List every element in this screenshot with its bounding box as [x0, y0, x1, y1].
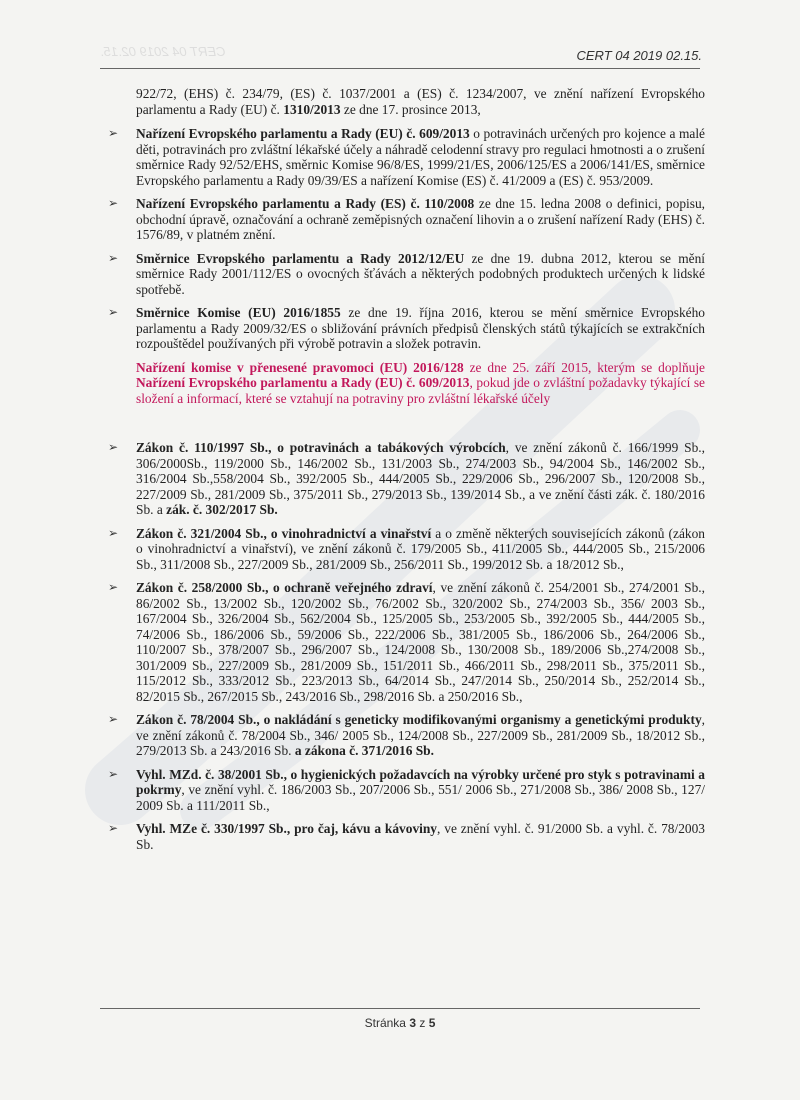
list-item: ➢ Zákon č. 321/2004 Sb., o vinohradnictví a vinařství a o změně některých souvisejících zákonů (zákon o vinohradnictví a vinařství), ve znění zákonů č. 179/2005 Sb., 411/2005 Sb., 444/2005 Sb., 215/2006 Sb., 311/2008 Sb., 227/2009 Sb., 281/2009 Sb., 256/2011 Sb., 199/2012 Sb. a 18/2012 Sb.,: [108, 525, 705, 572]
page-number: Stránka 3 z 5: [364, 1016, 436, 1030]
list-item: ➢ Vyhl. MZe č. 330/1997 Sb., pro čaj, kávu a kávoviny, ve znění vyhl. č. 91/2000 Sb. a vyhl. č. 78/2003 Sb.: [108, 821, 706, 852]
header-code-mirror: CERT 04 2019 02.15.: [100, 44, 226, 59]
continuation-paragraph: 922/72, (EHS) č. 234/79, (ES) č. 1037/2001 a (ES) č. 1234/2007, ve znění nařízení Evropského parlamentu a Rady (EU) č. 1310/2013 ze dne 17. prosince 2013,: [136, 86, 705, 117]
list-item: ➢ Nařízení Evropského parlamentu a Rady (ES) č. 110/2008 ze dne 15. ledna 2008 o definici, popisu, obchodní úpravě, označování a ochraně zeměpisných označení lihovin a o zrušení nařízení Rady (EHS) č. 1576/89, v platném znění.: [108, 196, 705, 242]
arrow-bullet-icon: ➢: [108, 126, 119, 140]
arrow-bullet-icon: ➢: [108, 580, 119, 594]
arrow-bullet-icon: ➢: [108, 712, 119, 726]
document-body: [100, 86, 705, 860]
arrow-bullet-icon: ➢: [108, 440, 119, 454]
arrow-bullet-icon: ➢: [108, 821, 119, 835]
arrow-bullet-icon: ➢: [108, 196, 119, 210]
list-item: ➢ Směrnice Evropského parlamentu a Rady 2012/12/EU ze dne 19. dubna 2012, kterou se mění směrnice Rady 2001/112/ES o ovocných šťávách a některých podobných produktech určených k lidské spotřebě.: [108, 250, 705, 297]
highlighted-list-item: Nařízení komise v přenesené pravomoci (EU) 2016/128 ze dne 25. září 2015, kterým se doplňuje Nařízení Evropského parlamentu a Rady (EU) č. 609/2013, pokud jde o zvláštní požadavky týkající se složení a informací, které se vztahují na potraviny pro zvláštní lékařské účely: [136, 359, 706, 406]
list-item: ➢ Zákon č. 110/1997 Sb., o potravinách a tabákových výrobcích, ve znění zákonů č. 166/1999 Sb., 306/2000Sb., 119/2000 Sb., 146/2002 Sb., 131/2003 Sb., 274/2003 Sb., 94/2004 Sb., 146/2002 Sb., 316/2004 Sb.,558/2004 Sb., 392/2005 Sb., 444/2005 Sb., 229/2006 Sb., 296/2007 Sb., 120/2008 Sb., 227/2009 Sb., 281/2009 Sb., 375/2011 Sb., 279/2013 Sb., 139/2014 Sb., a ve znění části zák. č. 180/2016 Sb. a zák. č. 302/2017 Sb.: [108, 440, 705, 517]
arrow-bullet-icon: ➢: [108, 525, 119, 540]
arrow-bullet-icon: ➢: [108, 766, 119, 781]
list-item: ➢ Vyhl. MZd. č. 38/2001 Sb., o hygienických požadavcích na výrobky určené pro styk s potravinami a pokrmy, ve znění vyhl. č. 186/2003 Sb., 207/2006 Sb., 551/ 2006 Sb., 271/2008 Sb., 386/ 2008 Sb., 127/ 2009 Sb. a 111/2011 Sb.,: [108, 766, 705, 813]
document-code: CERT 04 2019 02.15.: [576, 48, 702, 63]
list-item: ➢ Zákon č. 258/2000 Sb., o ochraně veřejného zdraví, ve znění zákonů č. 254/2001 Sb., 274/2001 Sb., 86/2002 Sb., 13/2002 Sb., 120/2002 Sb., 76/2002 Sb., 320/2002 Sb., 274/2003 Sb., 356/ 2003 Sb., 167/2004 Sb., 326/2004 Sb., 562/2004 Sb., 125/2005 Sb., 253/2005 Sb., 392/2005 Sb., 444/2005 Sb., 74/2006 Sb., 186/2006 Sb., 59/2006 Sb., 222/2006 Sb., 381/2005 Sb., 186/2006 Sb., 264/2006 Sb., 110/2007 Sb., 378/2007 Sb., 296/2007 Sb., 124/2008 Sb., 130/2008 Sb., 189/2006 Sb.,274/2008 Sb., 301/2009 Sb., 227/2009 Sb., 281/2009 Sb., 151/2011 Sb., 466/2011 Sb., 298/2011 Sb., 375/2011 Sb., 115/2012 Sb., 333/2012 Sb., 223/2013 Sb., 64/2014 Sb., 247/2014 Sb., 250/2014 Sb., 252/2014 Sb., 82/2015 Sb., 267/2015 Sb., 243/2016 Sb., 298/2016 Sb. a 250/2016 Sb.,: [108, 580, 705, 704]
list-item: ➢ Nařízení Evropského parlamentu a Rady (EU) č. 609/2013 o potravinách určených pro kojence a malé děti, potravinách pro zvláštní lékařské účely a náhradě celodenní stravy pro regulaci hmotnosti a o zrušení směrnice Rady 92/52/EHS, směrnic Komise 96/8/ES, 1999/21/ES, 2006/125/ES a 2006/141/ES, směrnice Evropského parlamentu a Rady 09/39/ES a nařízení Komise (ES) č. 41/2009 a (ES) č. 953/2009.: [108, 126, 705, 188]
arrow-bullet-icon: ➢: [108, 305, 119, 319]
list-item: ➢ Zákon č. 78/2004 Sb., o nakládání s geneticky modifikovanými organismy a genetickými produkty, ve znění zákonů č. 78/2004 Sb., 346/ 2005 Sb., 124/2008 Sb., 227/2009 Sb., 281/2009 Sb., 18/2012 Sb., 279/2013 Sb. a 243/2016 Sb. a zákona č. 371/2016 Sb.: [108, 712, 705, 758]
header-divider: [100, 68, 700, 69]
list-item: ➢ Směrnice Komise (EU) 2016/1855 ze dne 19. října 2016, kterou se mění směrnice Evropského parlamentu a Rady 2009/32/ES o sbližování právních předpisů členských států týkajících se extrakčních rozpouštědel používaných při výrobě potravin a složek potravin.: [108, 305, 705, 351]
arrow-bullet-icon: ➢: [108, 250, 119, 265]
footer-divider: [100, 1008, 700, 1009]
